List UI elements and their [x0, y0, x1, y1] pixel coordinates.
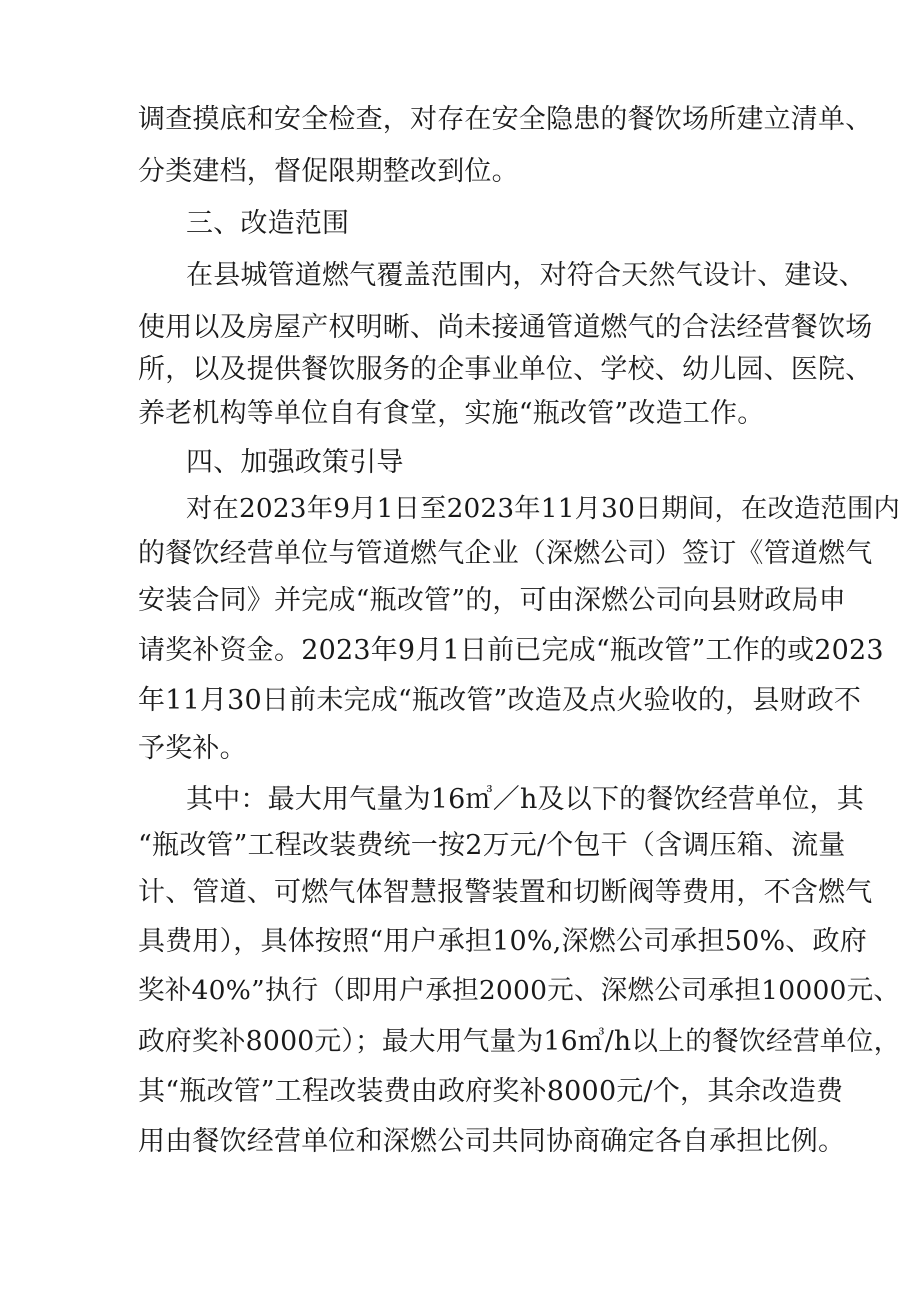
paragraph-line: 使用以及房屋产权明晰、尚未接通管道燃气的合法经营餐饮场 — [138, 312, 873, 343]
paragraph-line: 用由餐饮经营单位和深燃公司共同协商确定各自承担比例。 — [138, 1126, 846, 1157]
section-heading-policy: 四、加强政策引导 — [186, 447, 404, 478]
paragraph-line: 年11月30日前未完成“瓶改管”改造及点火验收的，县财政不 — [138, 685, 862, 716]
paragraph-line: 对在2023年9月1日至2023年11月30日期间，在改造范围内 — [186, 494, 900, 524]
paragraph-line: 的餐饮经营单位与管道燃气企业（深燃公司）签订《管道燃气 — [138, 538, 873, 569]
paragraph-line: “瓶改管”工程改装费统一按2万元/个包干（含调压箱、流量 — [138, 830, 846, 861]
paragraph-line: 在县城管道燃气覆盖范围内，对符合天然气设计、建设、 — [186, 260, 866, 291]
paragraph-line: 请奖补资金。2023年9月1日前已完成“瓶改管”工作的或2023 — [138, 635, 884, 666]
paragraph-line: 计、管道、可燃气体智慧报警装置和切断阀等费用，不含燃气 — [138, 877, 873, 908]
paragraph-line: 分类建档，督促限期整改到位。 — [138, 156, 519, 187]
paragraph-line: 安装合同》并完成“瓶改管”的，可由深燃公司向县财政局申 — [138, 585, 847, 616]
section-heading-scope: 三、改造范围 — [186, 208, 350, 239]
paragraph-line: 所，以及提供餐饮服务的企事业单位、学校、幼儿园、医院、 — [138, 354, 873, 385]
paragraph-line: 调查摸底和安全检查，对存在安全隐患的餐饮场所建立清单、 — [138, 104, 873, 135]
paragraph-line: 其中：最大用气量为16㎥／h及以下的餐饮经营单位，其 — [186, 784, 864, 815]
paragraph-line: 政府奖补8000元）；最大用气量为16㎥/h以上的餐饮经营单位， — [138, 1026, 901, 1057]
paragraph-line: 具费用），具体按照“用户承担10%,深燃公司承担50%、政府 — [138, 926, 867, 957]
paragraph-line: 其“瓶改管”工程改装费由政府奖补8000元/个，其余改造费 — [138, 1076, 844, 1107]
paragraph-line: 奖补40%”执行（即用户承担2000元、深燃公司承担10000元、 — [138, 975, 901, 1006]
paragraph-line: 予奖补。 — [138, 733, 247, 764]
paragraph-line: 养老机构等单位自有食堂，实施“瓶改管”改造工作。 — [138, 398, 765, 429]
